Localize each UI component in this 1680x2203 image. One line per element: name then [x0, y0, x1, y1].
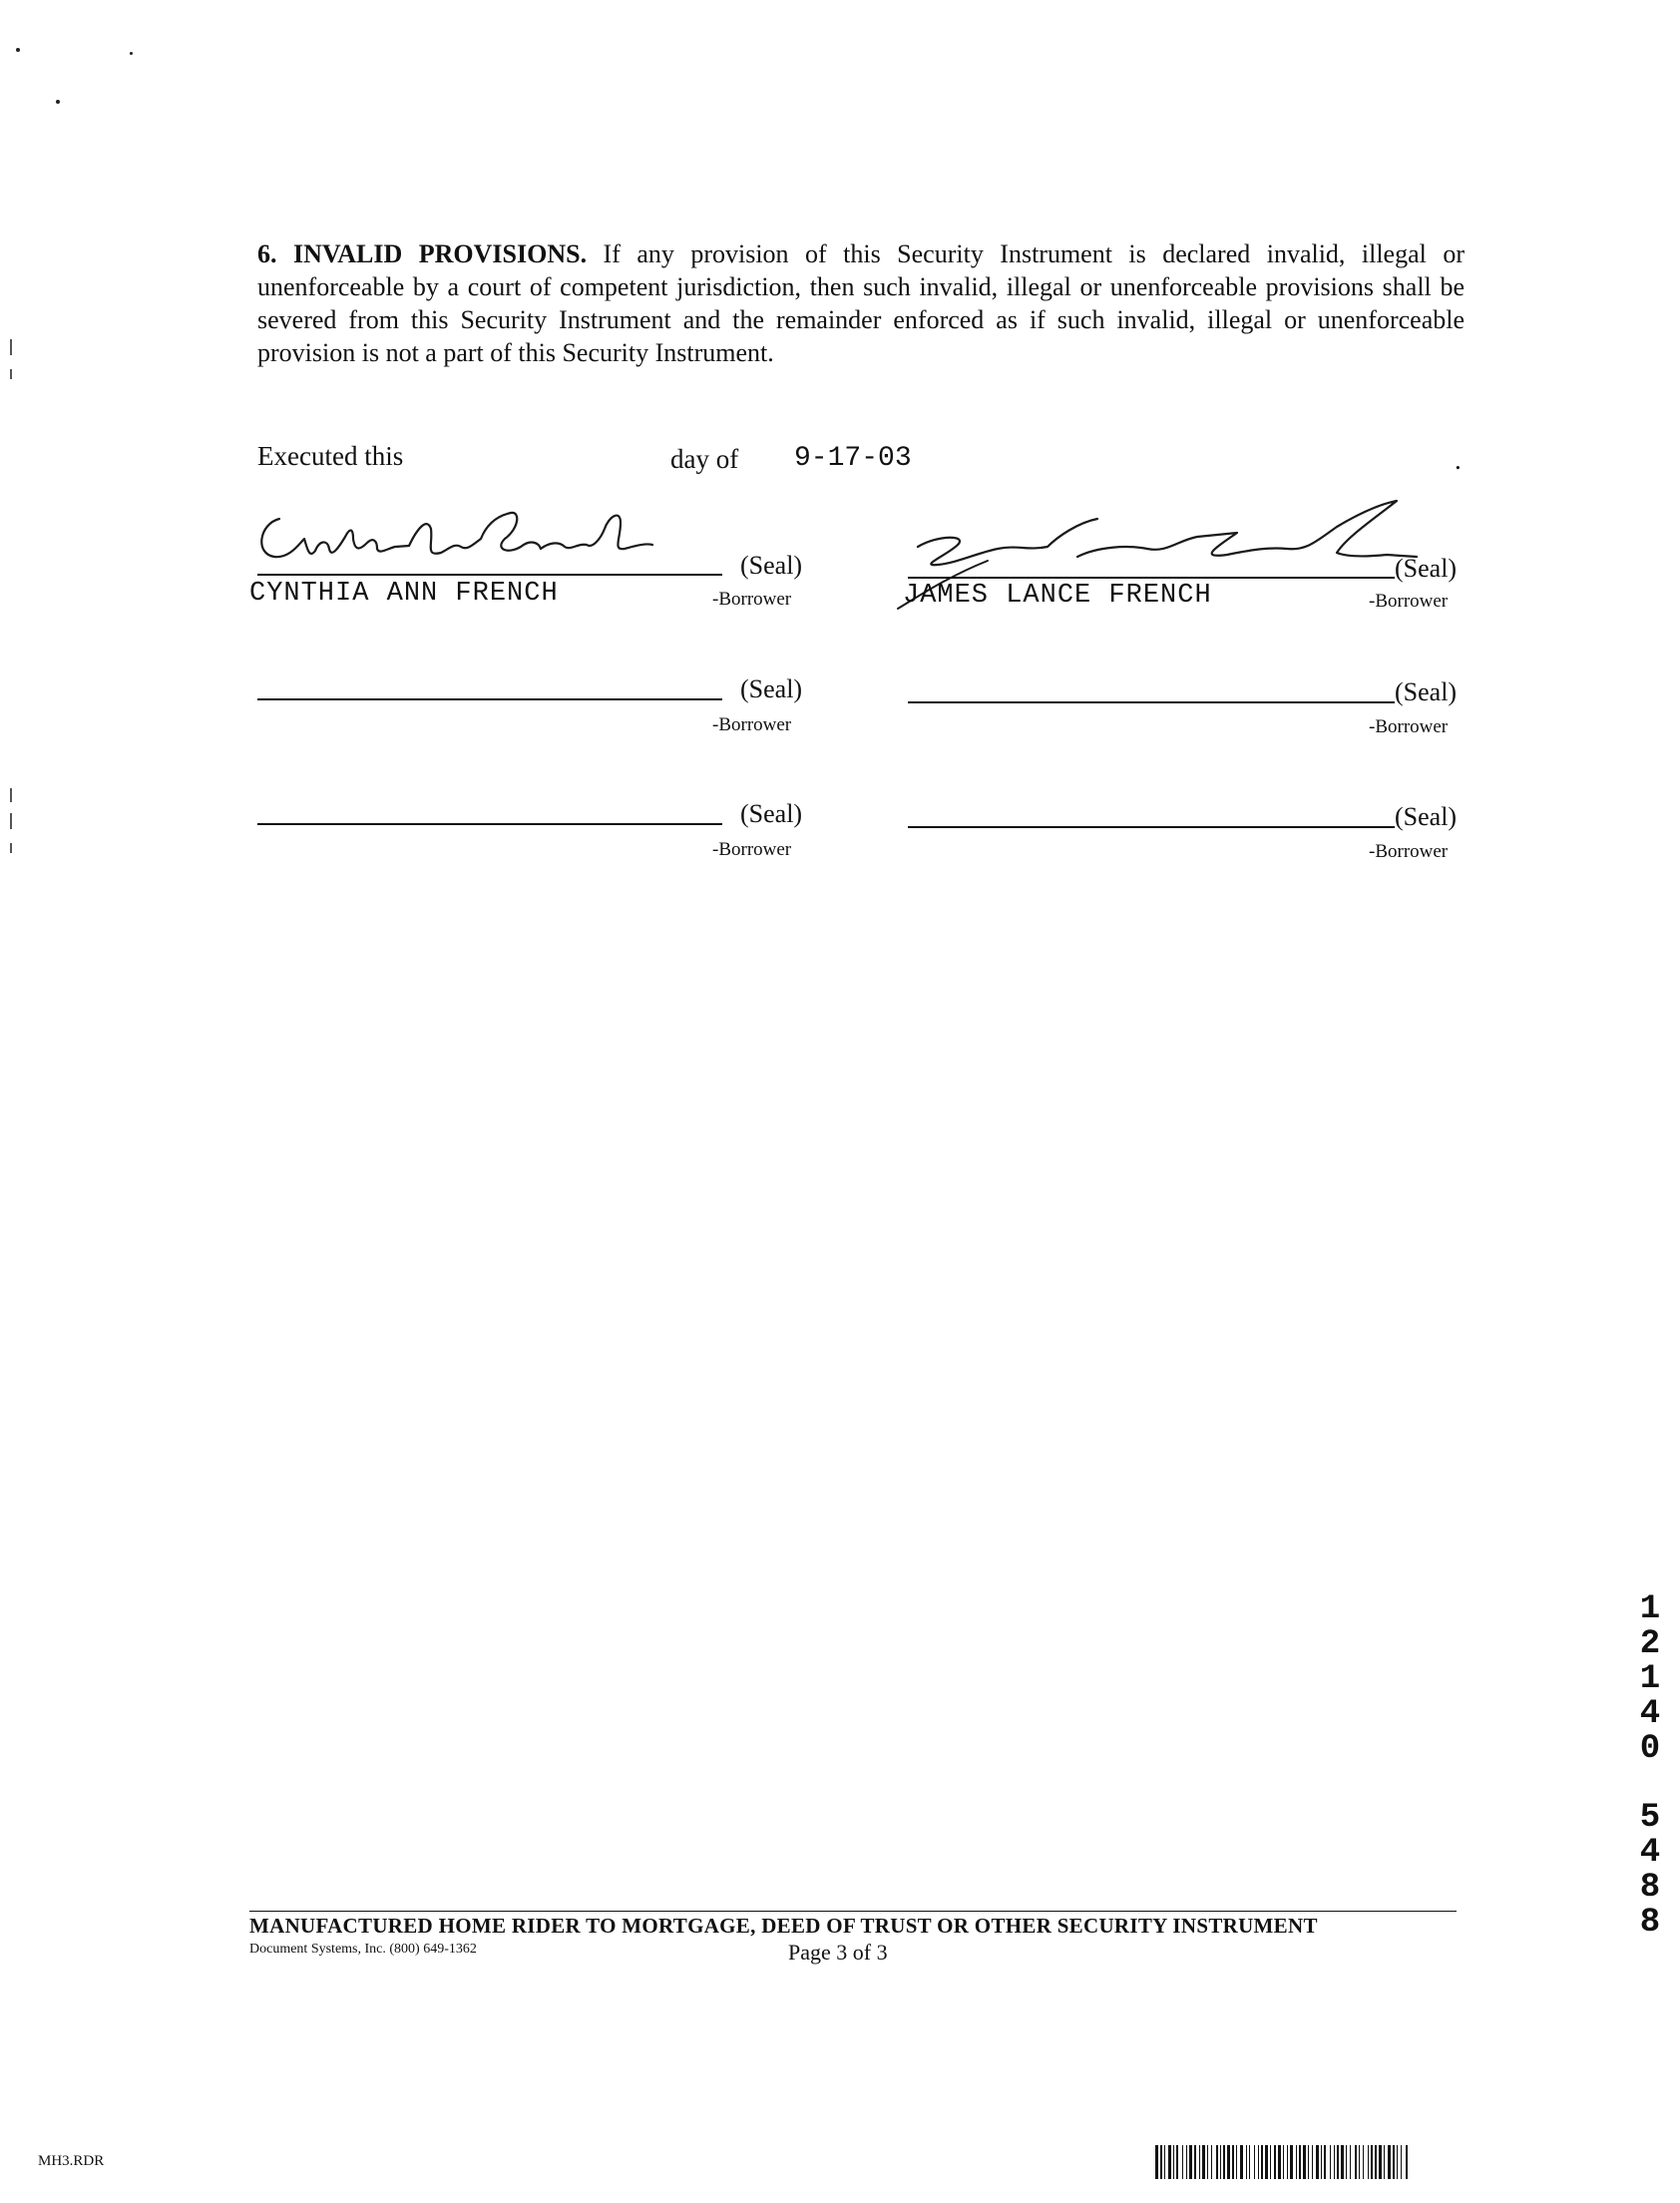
barcode-bar: [1393, 2145, 1395, 2179]
barcode-bar: [1194, 2145, 1196, 2179]
barcode-bar: [1350, 2145, 1351, 2179]
typed-name-cynthia: CYNTHIA ANN FRENCH: [249, 579, 559, 609]
barcode-bar: [1355, 2145, 1357, 2179]
margin-tick: [10, 788, 12, 802]
barcode-bar: [1207, 2145, 1208, 2179]
margin-tick: [10, 339, 12, 355]
page-number: Page 3 of 3: [788, 1940, 888, 1965]
barcode-bar: [1274, 2145, 1276, 2179]
barcode-bar: [1296, 2145, 1297, 2179]
recording-stamp: [1636, 1592, 1664, 1941]
stamp-digit: 8: [1639, 1869, 1661, 1907]
barcode-bar: [1216, 2145, 1218, 2179]
barcode-bar: [1346, 2145, 1347, 2179]
barcode-bar: [1334, 2145, 1335, 2179]
borrower-label-4: -Borrower: [1369, 716, 1449, 737]
barcode-bar: [1278, 2145, 1281, 2179]
barcode-bar: [1379, 2145, 1382, 2179]
barcode-bar: [1312, 2145, 1313, 2179]
margin-tick: [10, 813, 12, 829]
borrower-label-2: -Borrower: [1369, 591, 1449, 612]
barcode-bar: [1261, 2145, 1263, 2179]
seal-label-4: (Seal): [1395, 677, 1458, 706]
margin-tick: [10, 369, 12, 379]
stamp-digit: 0: [1639, 1730, 1661, 1768]
signature-james: [878, 497, 1437, 632]
scan-speck: [16, 48, 20, 52]
execution-date: 9-17-03: [794, 443, 912, 474]
signature-cynthia: [249, 499, 718, 584]
invalid-provisions-paragraph: [257, 237, 1465, 369]
barcode-bar: [1199, 2145, 1200, 2179]
barcode-bar: [1397, 2145, 1398, 2179]
paragraph-heading: 6. INVALID PROVISIONS.: [257, 239, 588, 268]
barcode-bar: [1270, 2145, 1271, 2179]
paragraph-body: If any provision of this Security Instrument is declared invalid, illegal or unenforceable by a court of competent jurisdiction, then such invalid, illegal or unenforceable provisions shall be severed from this Security Instrument and the remainder enforced as if such invalid, illegal or unenforceable provision is not a part of this Security Instrument.: [257, 239, 1465, 367]
barcode-bar: [1359, 2145, 1360, 2179]
barcode-bar: [1308, 2145, 1309, 2179]
stamp-digit: 4: [1639, 1695, 1661, 1733]
barcode-bar: [1265, 2145, 1268, 2179]
barcode-bar: [1324, 2145, 1326, 2179]
barcode-bar: [1168, 2145, 1171, 2179]
footer-title: MANUFACTURED HOME RIDER TO MORTGAGE, DEED OF TRUST OR OTHER SECURITY INSTRUMENT: [249, 1914, 1318, 1938]
signature-line-4: [908, 701, 1395, 703]
signature-line-2: [908, 577, 1395, 579]
barcode-bar: [1368, 2145, 1369, 2179]
footer-rule: [249, 1911, 1457, 1912]
barcode-bar: [1249, 2145, 1250, 2179]
signature-line-1: [257, 574, 722, 576]
barcode-bar: [1330, 2145, 1331, 2179]
barcode-bar: [1164, 2145, 1165, 2179]
typed-name-james: JAMES LANCE FRENCH: [903, 581, 1212, 611]
stamp-digit: 1: [1639, 1590, 1661, 1628]
barcode-bar: [1375, 2145, 1377, 2179]
barcode-bar: [1202, 2145, 1205, 2179]
barcode-bar: [1363, 2145, 1364, 2179]
scan-speck: [130, 52, 133, 55]
stamp-digit: 5: [1639, 1799, 1661, 1837]
barcode-bar: [1388, 2145, 1391, 2179]
execution-period: .: [1455, 445, 1462, 475]
barcode-bar: [1220, 2145, 1221, 2179]
barcode-bar: [1246, 2145, 1247, 2179]
barcode-bar: [1290, 2145, 1293, 2179]
barcode-bar: [1240, 2145, 1243, 2179]
margin-tick: [10, 843, 12, 853]
barcode-bar: [1401, 2145, 1402, 2179]
barcode-bar: [1189, 2145, 1192, 2179]
signature-line-6: [908, 826, 1395, 828]
stamp-digit: 8: [1639, 1904, 1661, 1942]
barcode-bar: [1155, 2145, 1158, 2179]
borrower-label-5: -Borrower: [712, 839, 792, 860]
form-code: MH3.RDR: [38, 2153, 105, 2169]
barcode-bar: [1321, 2145, 1322, 2179]
barcode-bar: [1287, 2145, 1288, 2179]
signature-line-3: [257, 698, 722, 700]
barcode-bar: [1176, 2145, 1178, 2179]
seal-label-5: (Seal): [740, 799, 803, 828]
barcode-bar: [1227, 2145, 1230, 2179]
executed-this-label: Executed this: [257, 441, 404, 471]
barcode-bar: [1211, 2145, 1212, 2179]
barcode-bar: [1371, 2145, 1373, 2179]
barcode-bar: [1236, 2145, 1237, 2179]
barcode-bar: [1254, 2145, 1255, 2179]
barcode-bar: [1186, 2145, 1187, 2179]
scan-speck: [56, 100, 60, 104]
stamp-digit: 1: [1639, 1660, 1661, 1698]
barcode: [1155, 2145, 1642, 2179]
barcode-bar: [1223, 2145, 1225, 2179]
seal-label-1: (Seal): [740, 551, 803, 580]
seal-label-2: (Seal): [1395, 554, 1458, 583]
barcode-bar: [1406, 2145, 1408, 2179]
footer-publisher: Document Systems, Inc. (800) 649-1362: [249, 1942, 477, 1957]
barcode-bar: [1182, 2145, 1183, 2179]
signature-line-5: [257, 823, 722, 825]
barcode-bar: [1173, 2145, 1174, 2179]
borrower-label-1: -Borrower: [712, 589, 792, 610]
barcode-bar: [1258, 2145, 1259, 2179]
barcode-bar: [1384, 2145, 1385, 2179]
barcode-bar: [1341, 2145, 1344, 2179]
stamp-digit: 2: [1639, 1625, 1661, 1663]
barcode-bar: [1283, 2145, 1284, 2179]
barcode-bar: [1299, 2145, 1301, 2179]
barcode-bar: [1232, 2145, 1234, 2179]
borrower-label-3: -Borrower: [712, 714, 792, 735]
day-of-label: day of: [670, 444, 739, 474]
seal-label-6: (Seal): [1395, 802, 1458, 831]
borrower-label-6: -Borrower: [1369, 841, 1449, 862]
barcode-bar: [1337, 2145, 1339, 2179]
barcode-bar: [1160, 2145, 1162, 2179]
seal-label-3: (Seal): [740, 674, 803, 703]
stamp-digit: 4: [1639, 1834, 1661, 1872]
barcode-bar: [1303, 2145, 1306, 2179]
barcode-bar: [1316, 2145, 1319, 2179]
